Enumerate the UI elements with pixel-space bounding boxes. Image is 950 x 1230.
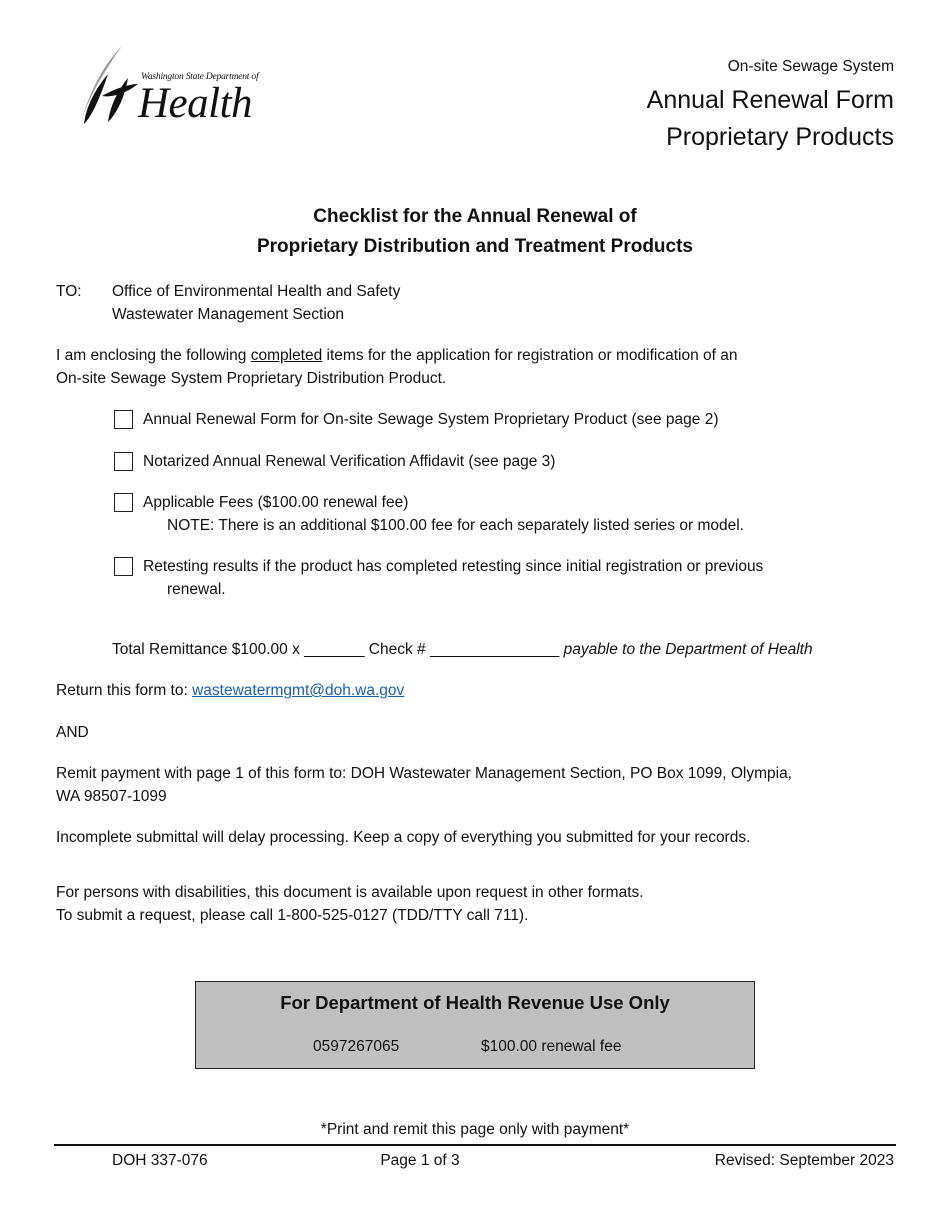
checkbox-retesting[interactable] xyxy=(114,557,133,576)
footer-form-number: DOH 337-076 xyxy=(112,1152,208,1169)
intro-line2: On-site Sewage System Proprietary Distribution Product. xyxy=(56,370,447,387)
checklist-item-retesting: Retesting results if the product has completed retesting since initial registration or previous xyxy=(143,558,764,575)
logo-health-wordmark: Health xyxy=(138,80,253,127)
accessibility-line1: For persons with disabilities, this document is available upon request in other formats. xyxy=(56,884,644,901)
checklist-title-line2: Proprietary Distribution and Treatment Products xyxy=(256,236,694,257)
revenue-box-title: For Department of Health Revenue Use Only xyxy=(280,992,670,1013)
checklist-title-line1: Checklist for the Annual Renewal of xyxy=(313,206,637,227)
intro-line1 xyxy=(56,344,738,367)
to-line2: Wastewater Management Section xyxy=(112,306,345,323)
revenue-use-box xyxy=(195,981,755,1069)
remittance-payable: payable to the Department of Health xyxy=(563,641,813,658)
checklist-item-fees-note: NOTE: There is an additional $100.00 fee for each separately listed series or model. xyxy=(167,517,744,534)
and-text: AND xyxy=(56,724,89,741)
intro-post: items for the application for registration or modification of an xyxy=(322,347,738,364)
intro-pre: I am enclosing the following xyxy=(56,347,251,364)
intro-underlined: completed xyxy=(250,347,323,364)
checklist-item-retesting-cont: renewal. xyxy=(167,581,226,598)
checklist-title xyxy=(0,202,950,262)
footer-revised: Revised: September 2023 xyxy=(714,1152,894,1169)
checkbox-renewal-form[interactable] xyxy=(114,410,133,429)
revenue-fee: $100.00 renewal fee xyxy=(481,1038,622,1055)
footer-divider xyxy=(54,1144,896,1146)
return-label: Return this form to: xyxy=(56,682,193,699)
return-line xyxy=(56,679,404,702)
total-remittance xyxy=(112,638,813,661)
header-title xyxy=(647,82,894,156)
to-label: TO: xyxy=(56,283,82,300)
header-subtitle: On-site Sewage System xyxy=(727,58,894,75)
remit-line1: Remit payment with page 1 of this form to: DOH Wastewater Management Section, PO Box 1099, Olympia, xyxy=(56,765,792,782)
return-email-link[interactable]: wastewatermgmt@doh.wa.gov xyxy=(192,682,405,699)
remittance-text: Total Remittance $100.00 x _______ Check # _______________ xyxy=(112,641,564,658)
revenue-code: 0597267065 xyxy=(313,1038,400,1055)
to-line1: Office of Environmental Health and Safety xyxy=(112,283,401,300)
checkbox-affidavit[interactable] xyxy=(114,452,133,471)
checklist-item-fees: Applicable Fees ($100.00 renewal fee) xyxy=(143,494,409,511)
header-title-line1: Annual Renewal Form xyxy=(646,86,894,114)
checklist-item-affidavit: Notarized Annual Renewal Verification Affidavit (see page 3) xyxy=(143,453,556,470)
footer-page-number: Page 1 of 3 xyxy=(380,1152,460,1169)
print-note: *Print and remit this page only with payment* xyxy=(320,1121,630,1138)
remit-line2: WA 98507-1099 xyxy=(56,788,167,805)
accessibility-line2: To submit a request, please call 1-800-525-0127 (TDD/TTY call 711). xyxy=(56,907,529,924)
checkbox-fees[interactable] xyxy=(114,493,133,512)
checklist-item-renewal-form: Annual Renewal Form for On-site Sewage System Proprietary Product (see page 2) xyxy=(143,411,719,428)
header-title-line2: Proprietary Products xyxy=(666,123,894,151)
incomplete-note: Incomplete submittal will delay processing. Keep a copy of everything you submitted for your records. xyxy=(56,829,751,846)
logo-agency-name: Washington State Department of xyxy=(141,72,259,82)
leaf-logo-icon xyxy=(76,44,146,130)
